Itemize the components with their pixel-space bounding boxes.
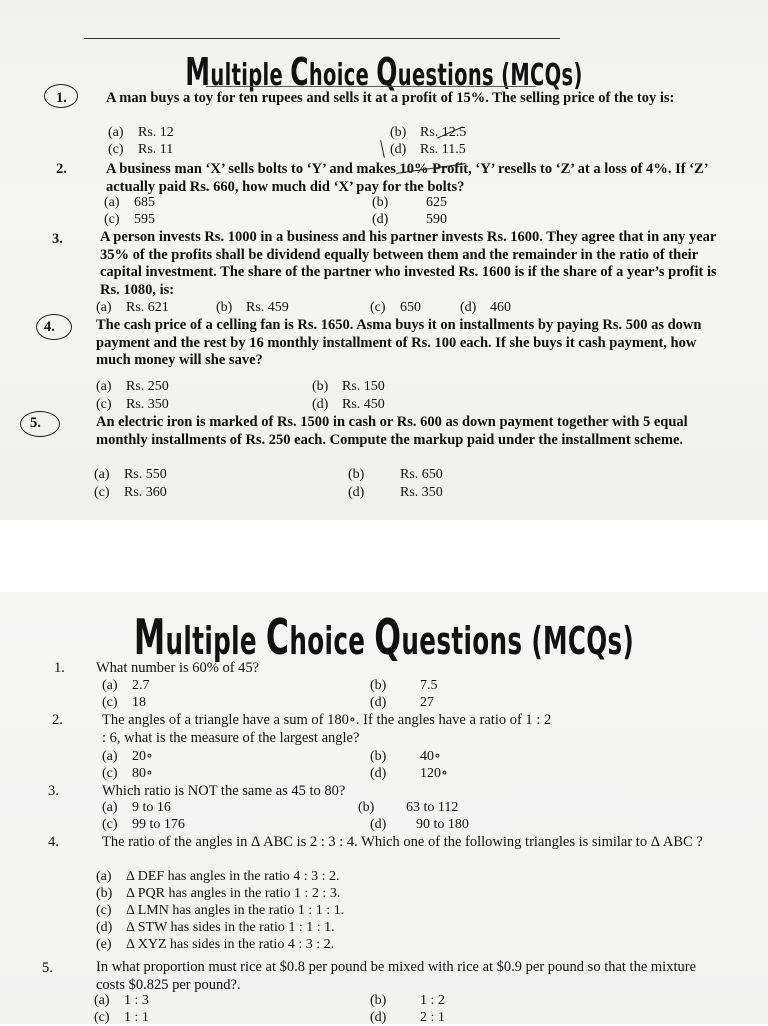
option-c[interactable]: (c) Rs. 11 <box>108 142 174 157</box>
tick-mark <box>380 140 385 158</box>
page-gap <box>0 520 768 592</box>
question-number: 3. <box>52 231 63 247</box>
title-underline <box>206 86 536 87</box>
option-a[interactable]: (a) 2.7 <box>102 678 150 693</box>
option-c[interactable]: (c) 650 <box>370 300 421 315</box>
question-number: 4. <box>48 834 59 850</box>
option-b[interactable]: (b) 63 to 112 <box>358 800 459 815</box>
option-d[interactable]: (d) 460 <box>460 300 511 315</box>
option-b[interactable]: (b) Rs. 150 <box>312 379 385 394</box>
question-number: 3. <box>48 783 59 799</box>
option-c[interactable]: (c) Rs. 360 <box>94 485 167 500</box>
option-b[interactable]: (b) 40∘ <box>370 749 441 764</box>
option-b[interactable]: (b) Δ PQR has angles in the ratio 1 : 2 : 3. <box>96 886 341 901</box>
question-text: In what proportion must rice at $0.8 per pound be mixed with rice at $0.9 per pound so that the mixture costs $0.825 per pound?. <box>96 959 697 993</box>
option-a[interactable]: (a) Rs. 12 <box>108 125 174 140</box>
question-text: A man buys a toy for ten rupees and sells it at a profit of 15%. The selling price of the toy is: <box>106 90 675 106</box>
question-text: A business man ‘X’ sells bolts to ‘Y’ and makes 10% Profit, ‘Y’ resells to ‘Z’ at a loss of 4%. If ‘Z’ actually paid Rs. 660, how much did ‘X’ pay for the bolts? <box>106 161 708 195</box>
option-e[interactable]: (e) Δ XYZ has sides in the ratio 4 : 3 : 2. <box>96 937 335 952</box>
option-d[interactable]: (d) 90 to 180 <box>370 817 469 832</box>
question-text: The cash price of a celling fan is Rs. 1650. Asma buys it on installments by paying Rs. 500 as down payment and the rest by 16 monthly installment of Rs. 100 each. If she buys it cash payment, how much money will she save? <box>96 317 702 369</box>
option-c[interactable]: (c) 99 to 176 <box>102 817 185 832</box>
option-a[interactable]: (a) Rs. 250 <box>96 379 169 394</box>
option-d[interactable]: (d) 590 <box>372 212 447 227</box>
option-c[interactable]: (c) Δ LMN has angles in the ratio 1 : 1 : 1. <box>96 903 345 918</box>
worksheet-page-2 <box>0 592 768 1024</box>
option-c[interactable]: (c) 1 : 1 <box>94 1010 149 1025</box>
option-b[interactable]: (b) 625 <box>372 195 447 210</box>
option-a[interactable]: (a) Rs. 621 <box>96 300 169 315</box>
option-b[interactable]: (b) 1 : 2 <box>370 993 445 1008</box>
question-number: 1. <box>56 90 67 106</box>
question-text: Which ratio is NOT the same as 45 to 80? <box>102 783 346 799</box>
option-d[interactable]: (d) 2 : 1 <box>370 1010 445 1025</box>
answer-circle-mark <box>20 411 60 437</box>
option-d[interactable]: (d) Δ STW has sides in the ratio 1 : 1 : 1. <box>96 920 335 935</box>
answer-circle-mark <box>36 314 72 340</box>
option-a[interactable]: (a) 685 <box>104 195 155 210</box>
section-title: Multiple Choice Questions (MCQs) <box>133 610 635 666</box>
question-number: 5. <box>42 960 53 976</box>
option-c[interactable]: (c) 80∘ <box>102 766 153 781</box>
option-c[interactable]: (c) 595 <box>104 212 155 227</box>
option-a[interactable]: (a) 20∘ <box>102 749 153 764</box>
option-d[interactable]: (d) 120∘ <box>370 766 448 781</box>
section-title: Multiple Choice Questions (MCQs) <box>185 50 583 95</box>
question-text: What number is 60% of 45? <box>96 660 260 676</box>
question-text: The angles of a triangle have a sum of 180∘. If the angles have a ratio of 1 : 2 : 6, what is the measure of the largest angle? <box>102 712 552 746</box>
option-d[interactable]: (d) 27 <box>370 695 434 710</box>
option-a[interactable]: (a) 1 : 3 <box>94 993 149 1008</box>
answer-circle-mark <box>44 84 78 108</box>
option-c[interactable]: (c) 18 <box>102 695 146 710</box>
option-b[interactable]: (b) 7.5 <box>370 678 438 693</box>
option-a[interactable]: (a) Rs. 550 <box>94 467 167 482</box>
question-number: 1. <box>54 660 65 676</box>
option-c[interactable]: (c) Rs. 350 <box>96 397 169 412</box>
option-b[interactable]: (b) Rs. 459 <box>216 300 289 315</box>
question-text: A person invests Rs. 1000 in a business and his partner invests Rs. 1600. They agree that in any year 35% of the profits shall be dividend equally between them and the remainder in the ratio of their capital investment. The share of the partner who invested Rs. 1600 is if the share of a year’s profit is Rs. 1080, is: <box>100 229 717 298</box>
question-number: 2. <box>56 161 67 177</box>
question-number: 5. <box>30 415 41 431</box>
option-b[interactable]: (b) Rs. 650 <box>348 467 443 482</box>
option-b[interactable]: (b) Rs. 12.5 <box>390 125 467 140</box>
option-d[interactable]: (d) Rs. 350 <box>348 485 443 500</box>
question-text: An electric iron is marked of Rs. 1500 in cash or Rs. 600 as down payment together with 5 equal monthly installments of Rs. 250 each. Compute the markup paid under the installment scheme. <box>96 414 688 448</box>
question-text: The ratio of the angles in Δ ABC is 2 : 3 : 4. Which one of the following triangles is similar to Δ ABC ? <box>102 834 703 850</box>
question-number: 4. <box>44 319 55 335</box>
option-a[interactable]: (a) Δ DEF has angles in the ratio 4 : 3 : 2. <box>96 869 340 884</box>
option-a[interactable]: (a) 9 to 16 <box>102 800 171 815</box>
top-rule <box>84 38 560 39</box>
question-number: 2. <box>52 712 63 728</box>
option-d[interactable]: (d) Rs. 450 <box>312 397 385 412</box>
option-d[interactable]: (d) Rs. 11.5 <box>390 142 466 157</box>
